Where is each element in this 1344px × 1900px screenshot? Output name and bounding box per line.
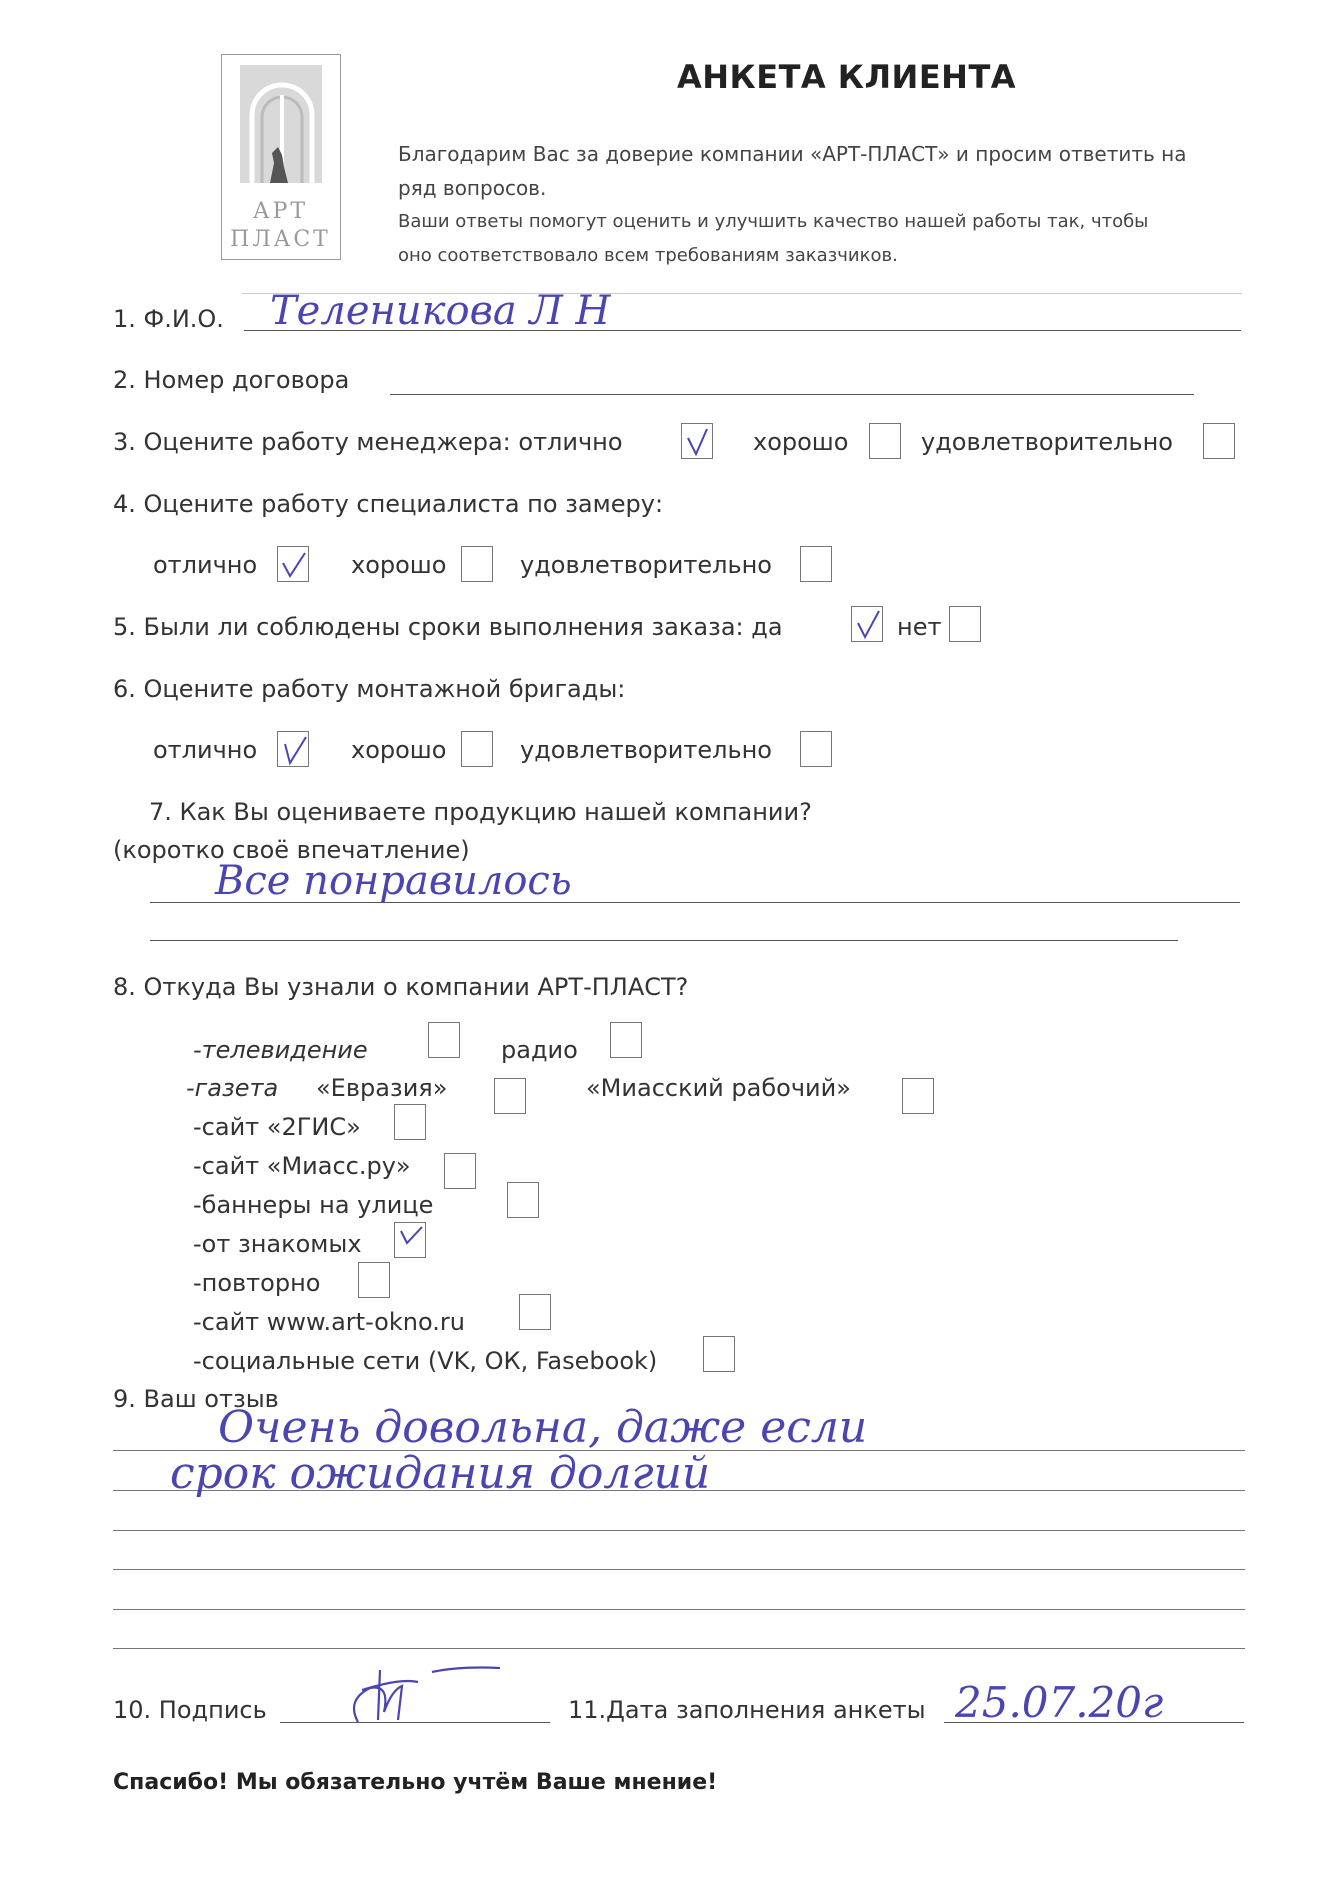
q5-no-checkbox[interactable] xyxy=(949,606,981,642)
q8-art-okno-checkbox[interactable] xyxy=(519,1294,551,1330)
q5-yes-checkbox[interactable] xyxy=(851,606,883,642)
q8-radio-label: радио xyxy=(501,1036,578,1064)
q8-banners-label: -баннеры на улице xyxy=(193,1191,434,1219)
q8-2gis-label: -сайт «2ГИС» xyxy=(193,1113,361,1141)
checkmark-icon xyxy=(685,426,711,458)
q7-answer[interactable]: Все понравилось xyxy=(215,858,572,904)
q4-label: 4. Оцените работу специалиста по замеру: xyxy=(113,490,664,518)
q3-excellent-checkbox[interactable] xyxy=(681,423,713,459)
q4-satisfactory-checkbox[interactable] xyxy=(800,546,832,582)
q4-excellent-label: отлично xyxy=(153,551,258,579)
q8-friends-label: -от знакомых xyxy=(193,1230,362,1258)
q6-good-label: хорошо xyxy=(351,736,447,764)
checkmark-icon xyxy=(281,549,307,581)
q8-newspaper-label: -газета xyxy=(186,1074,279,1102)
q5-no-label: нет xyxy=(897,613,942,641)
q8-friends-checkbox[interactable] xyxy=(394,1222,426,1258)
q6-excellent-checkbox[interactable] xyxy=(277,731,309,767)
q3-satisfactory-checkbox[interactable] xyxy=(1203,423,1235,459)
q7-label: 7. Как Вы оцениваете продукцию нашей компании? xyxy=(149,798,812,826)
q6-excellent-label: отлично xyxy=(153,736,258,764)
q1-label: 1. Ф.И.О. xyxy=(113,305,224,333)
q8-miass-worker-label: «Миасский рабочий» xyxy=(586,1074,851,1102)
q8-miass-ru-checkbox[interactable] xyxy=(444,1153,476,1189)
form-title: АНКЕТА КЛИЕНТА xyxy=(677,58,1017,96)
q9-answer-line-1[interactable]: Очень довольна, даже если xyxy=(218,1402,868,1453)
q6-good-checkbox[interactable] xyxy=(461,731,493,767)
q8-label: 8. Откуда Вы узнали о компании АРТ-ПЛАСТ? xyxy=(113,973,689,1001)
q4-good-checkbox[interactable] xyxy=(461,546,493,582)
q2-label: 2. Номер договора xyxy=(113,366,350,394)
q3-label: 3. Оцените работу менеджера: отлично xyxy=(113,428,623,456)
q9-line-4 xyxy=(113,1569,1245,1570)
intro-line-4: оно соответствовало всем требованиям заказчиков. xyxy=(398,245,898,266)
q7-answer-line-2[interactable] xyxy=(150,940,1178,941)
q11-label: 11.Дата заполнения анкеты xyxy=(568,1696,926,1724)
q8-evrazia-label: «Евразия» xyxy=(316,1074,448,1102)
q8-2gis-checkbox[interactable] xyxy=(394,1104,426,1140)
checkmark-icon xyxy=(398,1225,424,1257)
q4-satisfactory-label: удовлетворительно xyxy=(520,551,772,579)
intro-line-3: Ваши ответы помогут оценить и улучшить качество нашей работы так, чтобы xyxy=(398,211,1149,232)
logo-text-plast: ПЛАСТ xyxy=(230,227,331,252)
q1-answer[interactable]: Теленикова Л Н xyxy=(270,288,611,334)
q3-good-checkbox[interactable] xyxy=(869,423,901,459)
q3-good-label: хорошо xyxy=(753,428,849,456)
q8-social-label: -социальные сети (VK, ОК, Fasebook) xyxy=(193,1347,658,1375)
checkmark-icon xyxy=(281,734,307,766)
q2-answer-line[interactable] xyxy=(390,394,1194,395)
q8-miass-worker-checkbox[interactable] xyxy=(902,1078,934,1114)
q6-label: 6. Оцените работу монтажной бригады: xyxy=(113,675,626,703)
q3-satisfactory-label: удовлетворительно xyxy=(921,428,1173,456)
q8-evrazia-checkbox[interactable] xyxy=(494,1078,526,1114)
q8-art-okno-label: -сайт www.art-okno.ru xyxy=(193,1308,465,1336)
q4-good-label: хорошо xyxy=(351,551,447,579)
q8-repeat-checkbox[interactable] xyxy=(358,1262,390,1298)
q9-line-6 xyxy=(113,1648,1245,1649)
q8-social-checkbox[interactable] xyxy=(703,1336,735,1372)
q6-satisfactory-checkbox[interactable] xyxy=(800,731,832,767)
q8-tv-label: -телевидение xyxy=(193,1036,368,1064)
intro-line-2: ряд вопросов. xyxy=(398,176,547,200)
q9-line-3 xyxy=(113,1530,1245,1531)
q8-tv-checkbox[interactable] xyxy=(428,1022,460,1058)
q9-label: 9. Ваш отзыв xyxy=(113,1385,279,1413)
window-arch-icon xyxy=(222,55,339,205)
q11-date[interactable]: 25.07.20г xyxy=(955,1678,1164,1727)
q8-miass-ru-label: -сайт «Миасс.ру» xyxy=(193,1152,411,1180)
company-logo xyxy=(221,54,341,260)
q6-satisfactory-label: удовлетворительно xyxy=(520,736,772,764)
q9-line-5 xyxy=(113,1609,1245,1610)
q4-excellent-checkbox[interactable] xyxy=(277,546,309,582)
q8-banners-checkbox[interactable] xyxy=(507,1182,539,1218)
q10-label: 10. Подпись xyxy=(113,1696,267,1724)
q7-sublabel: (коротко своё впечатление) xyxy=(113,836,470,864)
q5-label: 5. Были ли соблюдены сроки выполнения заказа: да xyxy=(113,613,783,641)
intro-line-1: Благодарим Вас за доверие компании «АРТ-ПЛАСТ» и просим ответить на xyxy=(398,142,1187,166)
signature[interactable] xyxy=(340,1660,510,1730)
q8-repeat-label: -повторно xyxy=(193,1269,321,1297)
footer-thanks: Спасибо! Мы обязательно учтём Ваше мнение! xyxy=(113,1770,718,1795)
logo-text-art: АРТ xyxy=(252,199,309,224)
checkmark-icon xyxy=(855,609,881,641)
q8-radio-checkbox[interactable] xyxy=(610,1022,642,1058)
q9-answer-line-2[interactable]: срок ожидания долгий xyxy=(170,1448,711,1499)
